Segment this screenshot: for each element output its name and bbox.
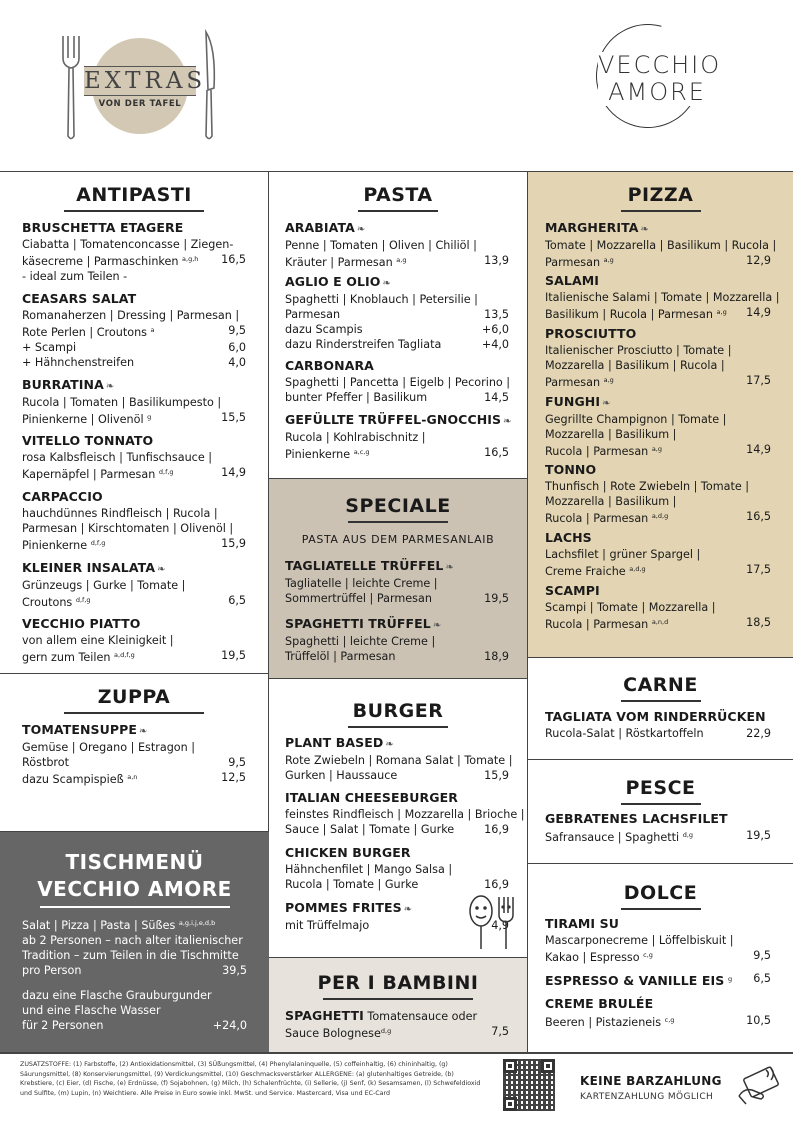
item-description: Ciabatta | Tomatenconcasse | Ziegen-: [22, 238, 234, 251]
vegetarian-leaf-icon: ❧: [139, 726, 148, 737]
title-rule: [348, 726, 448, 728]
item-description: Mozzarella | Basilikum | Rucola |: [545, 359, 725, 372]
vegetarian-leaf-icon: ❧: [385, 739, 394, 750]
carne-title: CARNE: [623, 674, 698, 696]
menu-item: [545, 462, 771, 526]
item-name: TIRAMI SU: [545, 916, 619, 931]
price: 12,5: [221, 771, 246, 784]
tischmenu-line: für 2 Personen: [22, 1019, 104, 1032]
menu-item: [22, 433, 246, 482]
item-name: MARGHERITA: [545, 220, 639, 235]
item-description: Sauce Bolognese: [285, 1027, 381, 1040]
item-name: LACHS: [545, 530, 592, 545]
item-name: SPAGHETTI TRÜFFEL: [285, 616, 431, 631]
vegetarian-leaf-icon: ❧: [105, 381, 115, 392]
item-description: Rucola | Parmesan: [545, 512, 649, 525]
item-description: Rucola | Parmesan: [545, 618, 649, 631]
price: 17,5: [746, 374, 771, 387]
item-name: SALAMI: [545, 273, 600, 288]
price: 15,9: [221, 537, 246, 550]
menu-item: [285, 845, 509, 892]
item-name: CARPACCIO: [22, 489, 103, 504]
item-description: rosa Kalbsfleisch | Tunfischsauce |: [22, 451, 213, 464]
speciale-items: [285, 558, 509, 678]
carne-items: [545, 709, 771, 759]
vegetarian-leaf-icon: ❧: [382, 278, 391, 289]
dolce-title: DOLCE: [623, 882, 698, 904]
vegetarian-leaf-icon: ❧: [403, 904, 413, 915]
tischmenu-line: und eine Flasche Wasser: [22, 1004, 161, 1017]
price: 15,5: [221, 411, 246, 424]
pizza-items: [545, 220, 780, 657]
zuppa-section: [0, 674, 269, 832]
allergen-sup: g: [147, 413, 152, 421]
allergen-sup: a,g: [603, 376, 614, 384]
item-name: POMMES FRITES: [285, 900, 402, 915]
item-name: PROSCIUTTO: [545, 326, 637, 341]
allergen-sup: a,c,g: [353, 448, 370, 456]
item-description: feinstes Rindfleisch | Mozzarella | Brioche |: [285, 808, 525, 821]
item-description: Rucola | Parmesan: [545, 445, 649, 458]
allergen-sup: a,g: [603, 256, 614, 264]
menu-item: [545, 394, 771, 459]
menu-item: [545, 916, 771, 965]
bambini-title: PER I BAMBINI: [317, 972, 479, 994]
vegetarian-leaf-icon: ❧: [503, 416, 512, 427]
item-description: gern zum Teilen: [22, 651, 111, 664]
tischmenu-line: dazu eine Flasche Grauburgunder: [22, 989, 212, 1002]
item-description: Romanaherzen | Dressing | Parmesan |: [22, 309, 240, 322]
item-description: dazu Scampispieß: [22, 773, 124, 786]
item-description: Spaghetti | Knoblauch | Petersilie |: [285, 293, 478, 306]
price: 13,9: [484, 254, 509, 267]
antipasti-title: ANTIPASTI: [76, 184, 192, 206]
item-description: Rucola-Salat | Röstkartoffeln: [545, 727, 704, 740]
item-description: Parmesan: [545, 256, 601, 269]
qr-code[interactable]: [503, 1059, 555, 1111]
item-description: Sauce | Salat | Tomate | Gurke: [285, 823, 455, 836]
zuppa-title: ZUPPA: [97, 686, 171, 708]
item-description: Tomate | Mozzarella | Basilikum | Rucola |: [545, 239, 777, 252]
item-description: Mascarponecreme | Löffelbiskuit |: [545, 934, 734, 947]
tischmenu-line: Tradition – zum Teilen in die Tischmitte: [22, 949, 239, 962]
price: +6,0: [481, 323, 509, 336]
logo-line-2: AMORE: [598, 79, 716, 106]
menu-item: [285, 358, 509, 405]
price: 6,5: [228, 594, 246, 607]
carne-section: [528, 658, 793, 760]
allergen-sup: a,d,g: [651, 512, 669, 520]
item-description: dazu Scampis: [285, 323, 363, 336]
allergen-sup: d,f,g: [158, 468, 174, 476]
item-name: BRUSCHETTA ETAGERE: [22, 220, 184, 235]
vegetarian-leaf-icon: ❧: [157, 564, 166, 575]
pasta-section: [269, 172, 528, 479]
tischmenu-title-1: TISCHMENÜ: [65, 850, 204, 874]
menu-item: [545, 530, 771, 579]
price: 6,5: [753, 972, 771, 985]
menu-item: [22, 616, 246, 665]
allergen-sup: a: [150, 326, 155, 334]
item-name: PLANT BASED: [285, 735, 384, 750]
item-name: VITELLO TONNATO: [22, 433, 154, 448]
item-description: Kräuter | Parmesan: [285, 256, 393, 269]
item-description: käsecreme | Parmaschinken: [22, 255, 179, 268]
item-description: Pinienkerne: [285, 448, 351, 461]
fork-icon: [60, 28, 82, 143]
price: 6,0: [228, 341, 246, 354]
menu-item: [545, 811, 771, 845]
menu-item: [22, 489, 246, 553]
item-description: Sommertrüffel | Parmesan: [285, 592, 432, 605]
menu-item: [545, 709, 771, 741]
menu-item: [22, 722, 246, 787]
price: 19,5: [746, 829, 771, 842]
item-name: CARBONARA: [285, 358, 374, 373]
allergen-sup: a,g: [651, 445, 663, 453]
pasta-title: PASTA: [363, 184, 433, 206]
knife-icon: [198, 28, 218, 143]
item-description: Parmesan: [545, 376, 601, 389]
tischmenu-section: [0, 832, 269, 1052]
item-description: Thunfisch | Rote Zwiebeln | Tomate |: [545, 480, 750, 493]
item-name: AGLIO E OLIO: [285, 274, 381, 289]
item-description: Italienische Salami | Tomate | Mozzarella |: [545, 291, 780, 304]
item-description: Scampi | Tomate | Mozzarella |: [545, 601, 716, 614]
item-description: Parmesan | Kirschtomaten | Olivenöl |: [22, 522, 234, 535]
item-description: mit Trüffelmajo: [285, 919, 370, 932]
tischmenu-body: [22, 916, 247, 1033]
item-name: GEBRATENES LACHSFILET: [545, 811, 728, 826]
speciale-title: SPECIALE: [345, 495, 451, 517]
price: 16,9: [484, 823, 509, 836]
speciale-subtitle: PASTA AUS DEM PARMESANLAIB: [301, 532, 495, 546]
extras-logo: [60, 28, 220, 143]
allergen-sup: d,f,g: [90, 539, 106, 547]
item-description: Rucola | Tomate | Gurke: [285, 878, 419, 891]
item-name: CREME BRULÉE: [545, 996, 654, 1011]
item-description: Pinienkerne: [22, 539, 88, 552]
allergen-sup: a,d,f,g: [114, 651, 135, 659]
item-description: hauchdünnes Rindfleisch | Rucola |: [22, 507, 218, 520]
price: 9,5: [753, 949, 771, 962]
pizza-title: PIZZA: [627, 184, 694, 206]
item-description: Gegrillte Champignon | Tomate |: [545, 413, 727, 426]
price: 4,0: [228, 356, 246, 369]
item-name: ITALIAN CHEESEBURGER: [285, 790, 458, 805]
item-name: TAGLIATA VOM RINDERRÜCKEN: [545, 709, 766, 724]
item-name: CEASARS SALAT: [22, 291, 137, 306]
price: 9,5: [228, 324, 246, 337]
menu-item: [285, 274, 509, 352]
price: 16,5: [221, 253, 246, 266]
item-description: Röstbrot: [22, 756, 70, 769]
card-payment-note: KARTENZAHLUNG MÖGLICH: [580, 1092, 714, 1102]
item-name: TOMATENSUPPE: [22, 722, 138, 737]
allergen-sup: a,g: [396, 256, 407, 264]
item-name: SCAMPI: [545, 583, 600, 598]
item-description: Spaghetti | leichte Creme |: [285, 635, 436, 648]
antipasti-items: [22, 220, 246, 673]
tischmenu-title-2: VECCHIO AMORE: [37, 877, 232, 901]
allergen-note: ZUSATZSTOFFE: (1) Farbstoffe, (2) Antioxidationsmittel, (3) SÜßungsmittel, (4) Phenylalaninquelle, (5) coffeinhaltig, (6) chininhaltig, (g) Säurungsmittel, (8) Konservierungsmittel, (9) Verdickungsmittel, (10) Geschmacksverstärker ALLERGENE: (a) glutenhaltiges Getreide, (b) Krebstiere, (c) Eier, (d) Fische, (e) Erdnüsse, (f) Sojabohnen, (g) Milch, (h) Schalenfrüchte, (i) Sellerie, (j) Senf, (k) Sesamsamen, (l) Schwefeldioxid und Sulfite, (m) Lupin, (n) Weichtiere. Alle Preise in Euro sowie inkl. MwSt. und Service. Mastercard, Visa und EC-Card: [20, 1061, 481, 1097]
item-name: ESPRESSO & VANILLE EIS: [545, 973, 725, 988]
allergen-sup: g: [727, 975, 733, 983]
item-description: von allem eine Kleinigkeit |: [22, 634, 174, 647]
allergen-sup: a,n,d: [651, 618, 669, 626]
price: 39,5: [222, 964, 247, 977]
item-description: + Scampi: [22, 341, 77, 354]
item-name: KLEINER INSALATA: [22, 560, 156, 575]
title-rule: [358, 210, 438, 212]
item-description: Basilikum | Rucola | Parmesan: [545, 308, 713, 321]
item-description: Parmesan: [285, 308, 341, 321]
allergen-sup: d,f,g: [75, 596, 91, 604]
vegetarian-leaf-icon: ❧: [356, 224, 366, 235]
price: 18,9: [484, 650, 509, 663]
item-description: Croutons: [22, 596, 73, 609]
price: 14,9: [746, 443, 771, 456]
card-payment-icon: [736, 1064, 782, 1108]
item-name: FUNGHI: [545, 394, 601, 409]
dolce-items: [545, 916, 771, 1052]
menu-item: [285, 220, 509, 270]
title-rule: [621, 908, 701, 910]
item-name: GEFÜLLTE TRÜFFEL-GNOCCHIS: [285, 412, 502, 427]
menu-item: [545, 583, 771, 632]
title-rule: [621, 803, 701, 805]
item-description: Grünzeugs | Gurke | Tomate |: [22, 579, 186, 592]
item-description: Rucola | Tomaten | Basilikumpesto |: [22, 396, 222, 409]
vegetarian-leaf-icon: ❧: [432, 620, 442, 631]
logo-text: [586, 52, 728, 106]
price: 16,5: [746, 510, 771, 523]
price: 10,5: [746, 1014, 771, 1027]
item-description: bunter Pfeffer | Basilikum: [285, 391, 428, 404]
title-rule: [323, 998, 473, 1000]
zuppa-items: [22, 722, 246, 831]
item-name: ARABIATA: [285, 220, 355, 235]
menu-item: [285, 558, 509, 606]
antipasti-section: [0, 172, 269, 674]
vegetarian-leaf-icon: ❧: [640, 224, 649, 235]
price: 14,5: [484, 391, 509, 404]
allergen-sup: a,d,g: [629, 565, 646, 573]
item-description: Gurken | Haussauce: [285, 769, 398, 782]
title-rule: [40, 906, 230, 908]
menu-item: [545, 273, 780, 322]
item-description: Rote Perlen | Croutons: [22, 326, 147, 339]
allergen-sup: a,g,i,j,e,d,b: [178, 919, 216, 927]
price: 22,9: [746, 727, 771, 740]
allergen-sup: a,n: [127, 773, 138, 781]
title-rule: [348, 521, 448, 523]
item-description: Hähnchenfilet | Mango Salsa |: [285, 863, 453, 876]
price: 17,5: [746, 563, 771, 576]
extras-subtitle: VON DER TAFEL: [98, 99, 182, 109]
allergen-sup: c,g: [664, 1016, 675, 1024]
menu-header: [0, 0, 793, 172]
menu-item: [285, 790, 525, 837]
pesce-title: PESCE: [625, 777, 696, 799]
title-rule: [621, 210, 701, 212]
pizza-section: [528, 172, 793, 658]
burger-section: [269, 679, 528, 957]
item-description: Rucola | Kohlrabischnitz |: [285, 431, 426, 444]
price: 14,9: [746, 306, 771, 319]
item-name: CHICKEN BURGER: [285, 845, 411, 860]
allergen-sup: d,g: [380, 1027, 392, 1035]
allergen-sup: a,g: [716, 308, 727, 316]
item-description: Italienischer Prosciutto | Tomate |: [545, 344, 732, 357]
item-description: Rote Zwiebeln | Romana Salat | Tomate |: [285, 754, 513, 767]
menu-item: [545, 326, 771, 390]
tischmenu-line: ab 2 Personen – nach alter italienischer: [22, 934, 243, 947]
item-description: Tagliatelle | leichte Creme |: [285, 577, 438, 590]
price: 18,5: [746, 616, 771, 629]
item-description: Kapernäpfel | Parmesan: [22, 468, 156, 481]
price: 13,5: [484, 308, 509, 321]
title-rule: [64, 712, 204, 714]
price: 12,9: [746, 254, 771, 267]
menu-item: [545, 220, 777, 270]
item-description: dazu Rinderstreifen Tagliata: [285, 338, 442, 351]
item-description: - ideal zum Teilen -: [22, 270, 128, 283]
menu-item: [285, 616, 509, 664]
pesce-items: [545, 811, 771, 863]
price: 9,5: [228, 756, 246, 769]
menu-item: [545, 996, 771, 1030]
bambini-item: [285, 1008, 509, 1041]
menu-item: [285, 735, 513, 783]
menu-item: [22, 220, 246, 284]
item-description: + Hähnchenstreifen: [22, 356, 135, 369]
item-description: Creme Fraiche: [545, 565, 626, 578]
allergen-sup: d,g: [682, 831, 694, 839]
title-rule: [64, 210, 204, 212]
vegetarian-leaf-icon: ❧: [445, 562, 454, 573]
menu-item: [545, 971, 771, 990]
dolce-section: [528, 864, 793, 1052]
logo-line-1: VECCHIO: [598, 51, 722, 79]
price: 7,5: [491, 1025, 509, 1038]
extras-word: EXTRAS: [84, 68, 207, 94]
price: 4,9: [491, 919, 509, 932]
item-name: TAGLIATELLE TRÜFFEL: [285, 558, 444, 573]
price: 15,9: [484, 769, 509, 782]
item-name: SPAGHETTI: [285, 1008, 364, 1023]
item-description: Mozzarella | Basilikum |: [545, 428, 677, 441]
item-name: TONNO: [545, 462, 597, 477]
price: +4,0: [481, 338, 509, 351]
item-name: BURRATINA: [22, 377, 104, 392]
menu-item: [22, 291, 246, 370]
menu-item: [285, 412, 512, 462]
item-description: Lachsfilet | grüner Spargel |: [545, 548, 701, 561]
item-description: Mozzarella | Basilikum |: [545, 495, 677, 508]
title-rule: [621, 700, 701, 702]
item-description: Pinienkerne | Olivenöl: [22, 413, 144, 426]
vegetarian-leaf-icon: ❧: [602, 398, 611, 409]
tischmenu-line: Salat | Pizza | Pasta | Süßes: [22, 919, 176, 932]
item-description: Gemüse | Oregano | Estragon |: [22, 741, 196, 754]
price: 19,5: [484, 592, 509, 605]
item-description: Spaghetti | Pancetta | Eigelb | Pecorino |: [285, 376, 511, 389]
no-cash-title: KEINE BARZAHLUNG: [580, 1074, 722, 1088]
footer-rule: [0, 1052, 793, 1054]
allergen-sup: a,g,h: [182, 255, 199, 263]
price: 14,9: [221, 466, 246, 479]
burger-title: BURGER: [352, 700, 444, 722]
item-name: VECCHIO PIATTO: [22, 616, 141, 631]
allergen-sup: c,g: [643, 951, 653, 959]
item-description: Penne | Tomaten | Oliven | Chiliöl |: [285, 239, 477, 252]
vecchio-amore-logo: [586, 24, 728, 128]
item-description: Beeren | Pistazieneis: [545, 1016, 662, 1029]
price: +24,0: [212, 1019, 247, 1032]
pesce-section: [528, 760, 793, 864]
item-description: Tomatensauce oder: [367, 1010, 478, 1023]
menu-item: [22, 377, 246, 427]
kids-cutlery-icon: [463, 889, 523, 951]
price: 16,5: [484, 446, 509, 459]
item-description: Trüffelöl | Parmesan: [285, 650, 396, 663]
item-description: Safransauce | Spaghetti: [545, 831, 680, 844]
menu-item: [22, 560, 246, 610]
bambini-section: [269, 957, 528, 1052]
price: 19,5: [221, 649, 246, 662]
pasta-items: [285, 220, 512, 478]
tischmenu-line: pro Person: [22, 964, 82, 977]
speciale-section: [269, 479, 528, 679]
price: 16,9: [484, 878, 509, 891]
item-description: Kakao | Espresso: [545, 951, 640, 964]
